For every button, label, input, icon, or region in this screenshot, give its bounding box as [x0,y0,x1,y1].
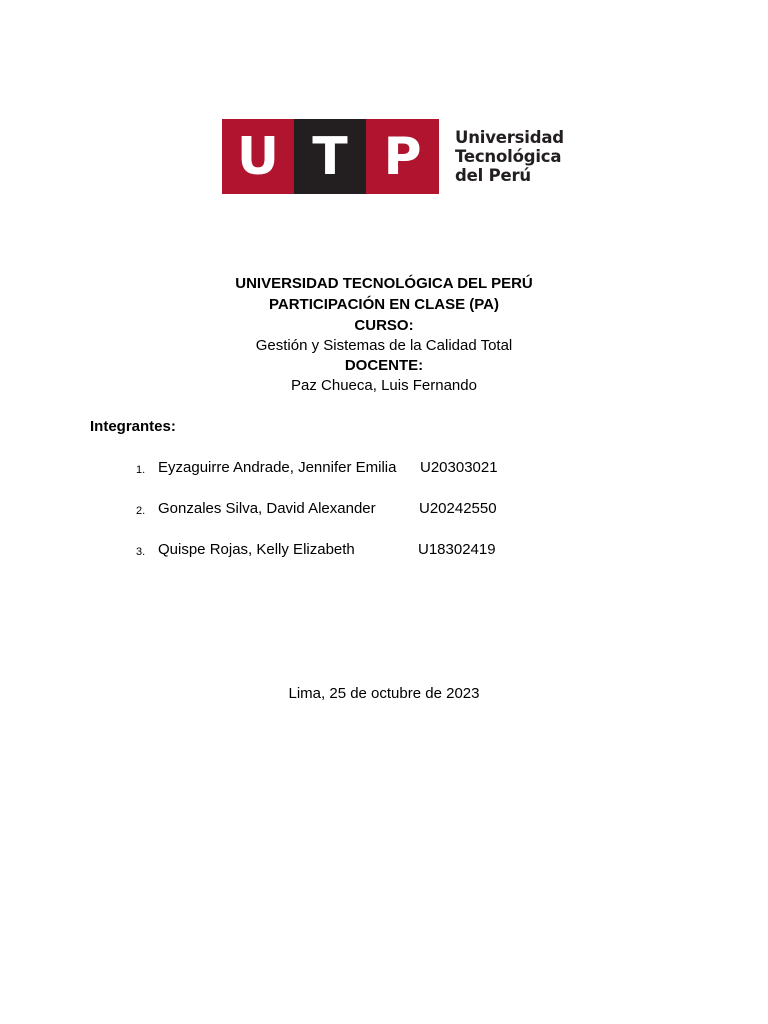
member-code: U18302419 [418,541,496,558]
member-code: U20242550 [419,500,497,517]
member-number: 3. [136,546,146,558]
teacher-label: DOCENTE: [344,357,424,374]
logo-wordmark-line-2: Tecnológica [455,147,562,166]
logo-letter-p-text: P [383,126,422,187]
logo-wordmark-line-1: Universidad [455,128,564,147]
logo-letter-u [222,119,294,194]
member-code: U20303021 [420,459,498,476]
activity-title: PARTICIPACIÓN EN CLASE (PA) [268,296,499,313]
logo-wordmark [455,128,564,185]
member-number: 2. [136,505,146,517]
utp-logo [222,119,562,195]
logo-letter-t-text: T [312,126,348,187]
member-name: Quispe Rojas, Kelly Elizabeth [158,541,355,558]
logo-wordmark-line-3: del Perú [455,166,531,185]
member-item [0,541,768,559]
logo-letter-u-text: U [236,126,280,187]
university-name: UNIVERSIDAD TECNOLÓGICA DEL PERÚ [235,275,533,292]
members-heading: Integrantes: [90,418,176,435]
member-item [0,500,768,518]
place-date: Lima, 25 de octubre de 2023 [288,685,480,702]
teacher-name: Paz Chueca, Luis Fernando [291,377,477,394]
member-number: 1. [136,464,146,476]
member-name: Gonzales Silva, David Alexander [158,500,376,517]
member-name: Eyzaguirre Andrade, Jennifer Emilia [158,459,397,476]
logo-letter-p [366,119,439,194]
logo-letter-t [294,119,366,194]
course-name: Gestión y Sistemas de la Calidad Total [255,337,513,354]
course-label: CURSO: [354,317,414,334]
member-item [0,459,768,477]
